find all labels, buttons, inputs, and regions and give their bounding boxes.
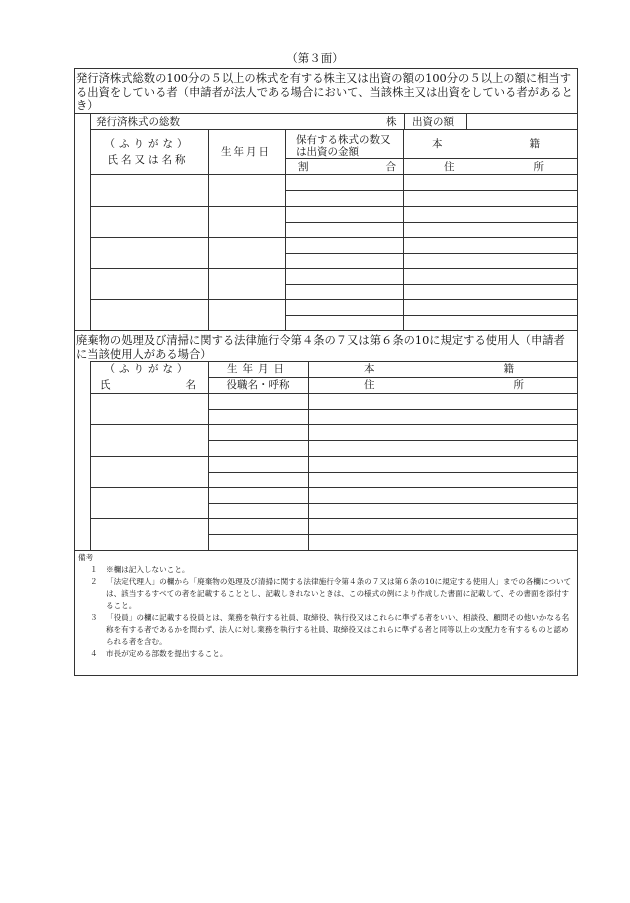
capital-label: 出資の額: [412, 116, 454, 128]
address-label-2: 所: [533, 161, 544, 173]
s2-position-label: 役職名・呼称: [226, 379, 290, 391]
rule-line: [285, 253, 578, 254]
rule-line: [208, 472, 578, 473]
rule-line: [285, 222, 578, 223]
note-item: [78, 564, 574, 576]
note-number: ２: [90, 577, 98, 586]
rule-line: [90, 174, 578, 175]
s2-name-label-1: 氏: [100, 379, 111, 391]
rule-line: [90, 361, 578, 362]
name-label: 氏名又は名称: [107, 154, 189, 166]
note-text: ※欄は記入しないこと。: [106, 565, 190, 574]
note-item: [78, 648, 574, 660]
page-label: （第３面）: [286, 51, 344, 65]
rule-line: [90, 393, 578, 394]
rule-line: [208, 409, 578, 410]
rule-line: [90, 268, 578, 269]
rule-line: [90, 113, 91, 330]
rule-line: [285, 315, 578, 316]
notes-list: [78, 564, 574, 660]
domicile-label-1: 本: [432, 138, 443, 150]
s2-name-label: [100, 379, 196, 392]
birthdate-label: 生年月日: [221, 146, 271, 158]
note-item: [78, 576, 574, 612]
rule-line: [90, 487, 578, 488]
holdings-label: 保有する株式の数又は出資の金額: [296, 134, 391, 158]
note-text: 「役員」の欄に記載する役員とは、業務を執行する社員、取締役、執行役又はこれらに準ずる者をいい、相談役、顧問その他いかなる名称を有する者であるかを問わず、法人に対し業務を執行する社員、取締役又はこれらに準ずる者と同等以上の支配力を有するものと認められる者を含む。: [106, 613, 570, 646]
note-text: 「法定代理人」の欄から「廃棄物の処理及び清掃に関する法律施行令第４条の７又は第６条の10に規定する使用人」までの各欄については、該当するすべての者を記載することとし、記載しきれないときは、この様式の例により作成した書面に記載して、その書面を添付すること。: [106, 577, 572, 610]
address-label-1: 住: [444, 161, 455, 173]
s2-address-label: [364, 379, 524, 392]
domicile-label-2: 籍: [529, 138, 540, 150]
address-label: [444, 161, 544, 174]
rule-line: [74, 113, 578, 114]
rule-line: [90, 299, 578, 300]
shares-unit: 株: [386, 116, 397, 128]
rule-line: [208, 503, 578, 504]
rule-line: [90, 456, 578, 457]
rule-line: [208, 377, 578, 378]
note-number: １: [90, 565, 98, 574]
s2-address-label-2: 所: [513, 379, 524, 391]
s2-birthdate-label: 生年月日: [227, 363, 289, 375]
rule-line: [466, 113, 467, 129]
rule-line: [285, 190, 578, 191]
rule-line: [90, 424, 578, 425]
rule-line: [90, 206, 578, 207]
s2-name-label-2: 名: [185, 379, 196, 391]
note-number: ３: [90, 613, 98, 622]
rule-line: [74, 330, 578, 331]
s2-domicile-label: [364, 363, 514, 376]
s2-domicile-label-2: 籍: [503, 363, 514, 375]
rule-line: [285, 284, 578, 285]
note-item: [78, 612, 574, 648]
rule-line: [90, 237, 578, 238]
rule-line: [208, 534, 578, 535]
rule-line: [285, 158, 578, 159]
note-text: 市長が定める部数を提出すること。: [106, 649, 228, 658]
ratio-label-2: 合: [385, 161, 396, 173]
section1-title: 発行済株式総数の100分の５以上の株式を有する株主又は出資の額の100分の５以上の額に相当する出資をしている者（申請者が法人である場合において、当該株主又は出資をしている者があるとき）: [76, 72, 573, 112]
total-shares-label: 発行済株式の総数: [96, 116, 180, 128]
ratio-label-1: 割: [298, 161, 309, 173]
s2-address-label-1: 住: [364, 379, 375, 391]
rule-line: [90, 129, 578, 130]
rule-line: [90, 518, 578, 519]
furigana-label: （ふりがな）: [104, 138, 192, 150]
section2-title: 廃棄物の処理及び清掃に関する法律施行令第４条の７又は第６条の10に規定する使用人（申請者に当該使用人がある場合）: [76, 334, 565, 361]
domicile-label: [432, 138, 540, 151]
s2-domicile-label-1: 本: [364, 363, 375, 375]
notes: [78, 552, 574, 660]
s2-furigana-label: （ふりがな）: [104, 363, 192, 375]
rule-line: [208, 440, 578, 441]
ratio-label: [298, 161, 396, 174]
note-number: ４: [90, 649, 98, 658]
notes-heading: 備考: [78, 553, 94, 562]
rule-line: [74, 550, 578, 551]
